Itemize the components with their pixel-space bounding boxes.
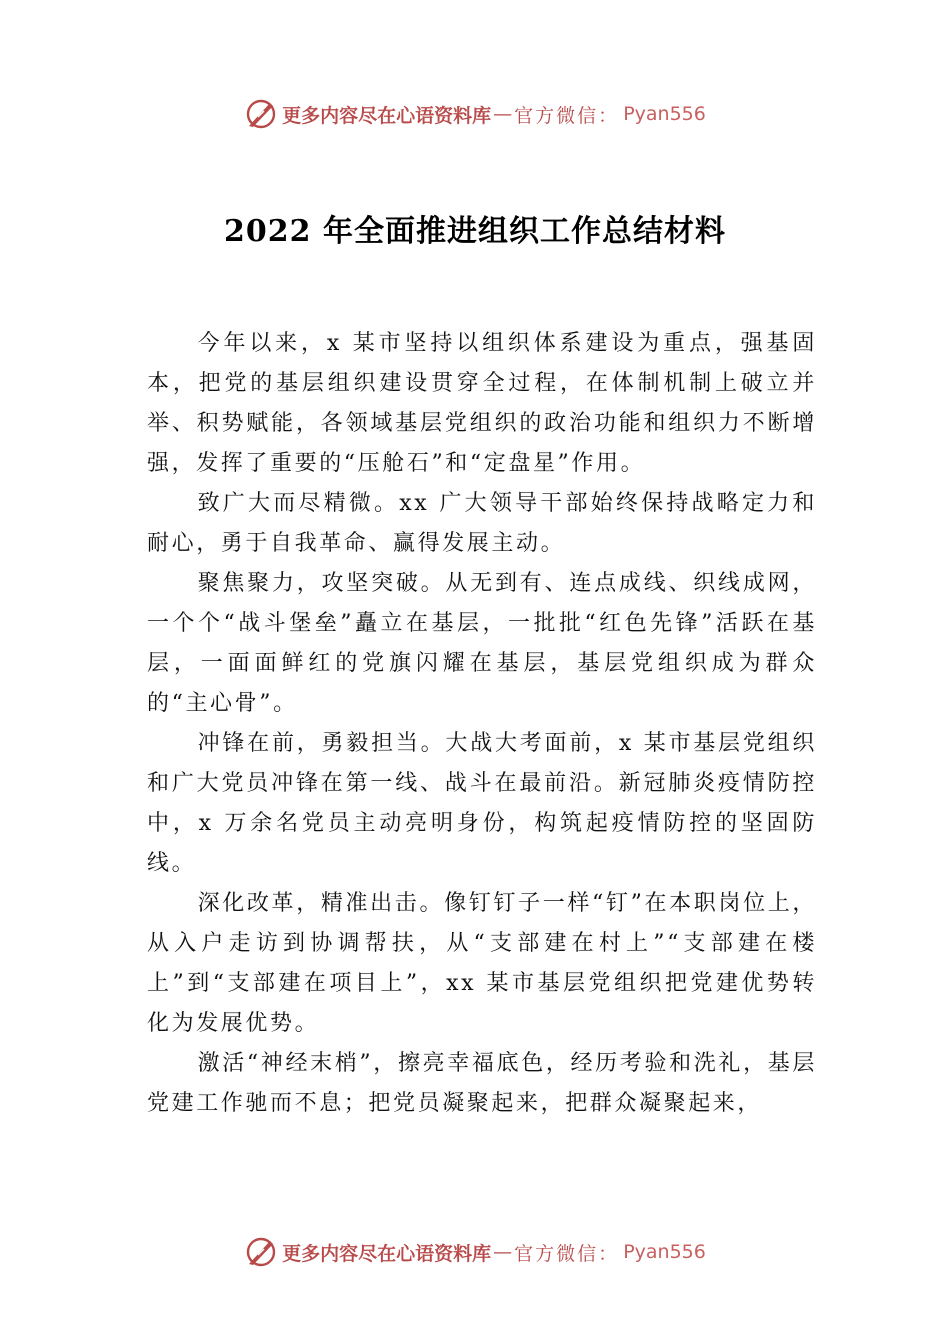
document-title: 2022 年全面推进组织工作总结材料 (224, 214, 726, 249)
banner-account: Pyan556 (623, 103, 706, 125)
paragraph: 今年以来，x 某市坚持以组织体系建设为重点，强基固本，把党的基层组织建设贯穿全过程，在体制机制上破立并举、积势赋能，各领域基层党组织的政治功能和组织力不断增强，发挥了重要的“压舱石”和“定盘星”作用。 (147, 331, 817, 476)
banner-brand: 更多内容尽在心语资料库 (282, 1242, 492, 1265)
header-banner (0, 94, 950, 134)
banner-separator: — (493, 103, 513, 125)
paragraph: 激活“神经末梢”，擦亮幸福底色，经历考验和洗礼，基层党建工作驰而不息；把党员凝聚起来，把群众凝聚起来， (147, 1051, 817, 1116)
quill-pen-logo-icon (244, 97, 278, 131)
footer-banner (0, 1232, 950, 1272)
paragraph: 致广大而尽精微。xx 广大领导干部始终保持战略定力和耐心，勇于自我革命、赢得发展主动。 (147, 491, 817, 556)
paragraph: 冲锋在前，勇毅担当。大战大考面前，x 某市基层党组织和广大党员冲锋在第一线、战斗在最前沿。新冠肺炎疫情防控中，x 万余名党员主动亮明身份，构筑起疫情防控的坚固防线。 (147, 731, 817, 876)
banner-brand: 更多内容尽在心语资料库 (282, 104, 492, 127)
document-body (147, 324, 817, 1124)
banner-wechat-label: 官方微信： (514, 104, 620, 127)
quill-pen-logo-icon (244, 1235, 278, 1269)
banner-separator: — (493, 1241, 513, 1263)
banner-wechat-label: 官方微信： (514, 1242, 620, 1265)
paragraph: 聚焦聚力，攻坚突破。从无到有、连点成线、织线成网，一个个“战斗堡垒”矗立在基层，一批批“红色先锋”活跃在基层，一面面鲜红的党旗闪耀在基层，基层党组织成为群众的“主心骨”。 (147, 571, 817, 716)
banner-account: Pyan556 (623, 1241, 706, 1263)
paragraph: 深化改革，精准出击。像钉钉子一样“钉”在本职岗位上，从入户走访到协调帮扶，从“支部建在村上”“支部建在楼上”到“支部建在项目上”，xx 某市基层党组织把党建优势转化为发展优势。 (147, 891, 817, 1036)
